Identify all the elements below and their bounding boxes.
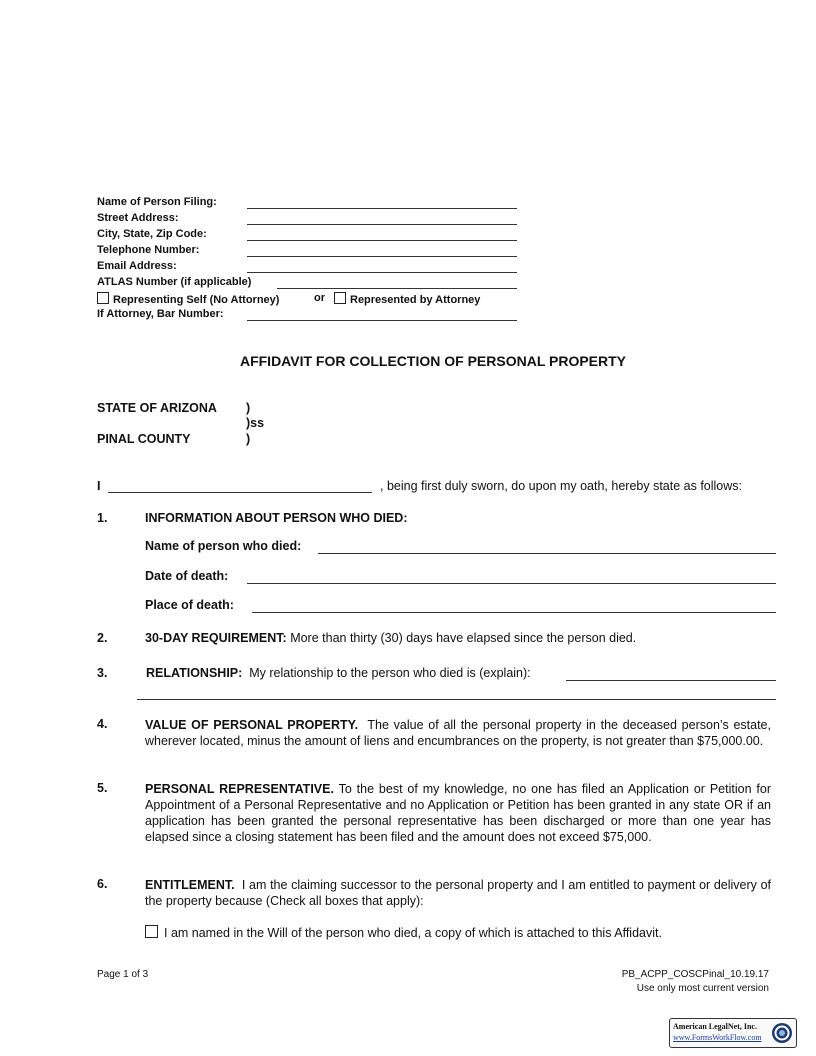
logo-website: www.FormsWorkFlow.com [673, 1033, 762, 1042]
page-number: Page 1 of 3 [97, 969, 149, 980]
section-5-text: To the best of my knowledge, no one has filed an Application or Petition for Appointment of a Personal Representative and no Application or Petition has been granted in any state OR if an application has been granted the personal representative has been discharged or more than one year has elapsed since a closing statement has been filed and the amount does not exceed $75,000. [145, 782, 771, 844]
section-2-text: More than thirty (30) days have elapsed since the person died. [290, 631, 637, 645]
street-address-field[interactable] [247, 224, 517, 225]
bar-number-field[interactable] [247, 320, 517, 321]
atlas-number-label: ATLAS Number (if applicable) [97, 276, 252, 288]
american-legalnet-logo[interactable] [669, 1018, 797, 1048]
name-of-person-who-died-field[interactable] [318, 553, 776, 554]
section-4-number: 4. [97, 717, 108, 731]
email-address-label: Email Address: [97, 260, 177, 272]
venue-state: STATE OF ARIZONA [97, 401, 217, 415]
venue-ss: )ss [246, 416, 265, 430]
represented-by-attorney-label: Represented by Attorney [350, 294, 481, 306]
named-in-will-checkbox[interactable] [145, 925, 158, 938]
venue-paren-2: ) [246, 432, 251, 446]
section-6-heading: ENTITLEMENT. [145, 878, 235, 892]
section-1-number: 1. [97, 511, 108, 525]
bar-number-label: If Attorney, Bar Number: [97, 308, 224, 320]
section-2-heading: 30-DAY REQUIREMENT: [145, 631, 287, 645]
name-of-person-who-died-label: Name of person who died: [145, 539, 302, 553]
globe-icon [771, 1022, 793, 1044]
name-of-person-filing-field[interactable] [247, 208, 517, 209]
section-2-number: 2. [97, 631, 108, 645]
entitlement-option-will [145, 925, 662, 940]
section-6-body [145, 877, 771, 909]
section-3-heading: RELATIONSHIP: [146, 666, 243, 680]
relationship-field-1[interactable] [566, 680, 776, 681]
relationship-field-2[interactable] [137, 699, 776, 700]
section-6-text: I am the claiming successor to the personal property and I am entitled to payment or delivery of the property because (Check all boxes that apply): [145, 878, 771, 908]
representing-self-checkbox[interactable] [97, 292, 109, 304]
name-of-person-filing-label: Name of Person Filing: [97, 196, 217, 208]
version-note: Use only most current version [636, 983, 769, 994]
affiant-name-field[interactable] [108, 492, 372, 493]
section-4-heading: VALUE OF PERSONAL PROPERTY. [145, 718, 359, 732]
logo-company-name: American LegalNet, Inc. [673, 1022, 757, 1031]
city-state-zip-field[interactable] [247, 240, 517, 241]
section-3-number: 3. [97, 666, 108, 680]
section-3-body [146, 666, 531, 680]
section-5-body [145, 781, 771, 845]
representation-row [97, 292, 279, 306]
form-code: PB_ACPP_COSCPinal_10.19.17 [621, 969, 769, 980]
oath-text: , being first duly sworn, do upon my oath, hereby state as follows: [380, 479, 742, 493]
attorney-row [334, 292, 480, 306]
street-address-label: Street Address: [97, 212, 179, 224]
email-address-field[interactable] [247, 272, 517, 273]
place-of-death-label: Place of death: [145, 598, 234, 612]
section-5-heading: PERSONAL REPRESENTATIVE. [145, 782, 334, 796]
date-of-death-field[interactable] [247, 583, 776, 584]
venue-county: PINAL COUNTY [97, 432, 191, 446]
section-4-body [145, 717, 771, 749]
city-state-zip-label: City, State, Zip Code: [97, 228, 207, 240]
section-1-heading: INFORMATION ABOUT PERSON WHO DIED: [145, 511, 408, 525]
place-of-death-field[interactable] [252, 612, 776, 613]
document-title: AFFIDAVIT FOR COLLECTION OF PERSONAL PROPERTY [239, 353, 627, 369]
venue-paren-1: ) [246, 401, 251, 415]
telephone-number-field[interactable] [247, 256, 517, 257]
section-5-number: 5. [97, 781, 108, 795]
date-of-death-label: Date of death: [145, 569, 229, 583]
or-label: or [314, 292, 325, 304]
named-in-will-label: I am named in the Will of the person who died, a copy of which is attached to this Affidavit. [164, 926, 662, 940]
section-6-number: 6. [97, 877, 108, 891]
section-2-body [145, 631, 636, 645]
atlas-number-field[interactable] [277, 288, 517, 289]
section-4-text: The value of all the personal property in the deceased person’s estate, wherever located, minus the amount of liens and encumbrances on the property, is not greater than $75,000.00. [145, 718, 771, 748]
represented-by-attorney-checkbox[interactable] [334, 292, 346, 304]
oath-i: I [97, 479, 101, 493]
section-3-text: My relationship to the person who died is (explain): [249, 666, 531, 680]
telephone-number-label: Telephone Number: [97, 244, 200, 256]
representing-self-label: Representing Self (No Attorney) [113, 294, 280, 306]
